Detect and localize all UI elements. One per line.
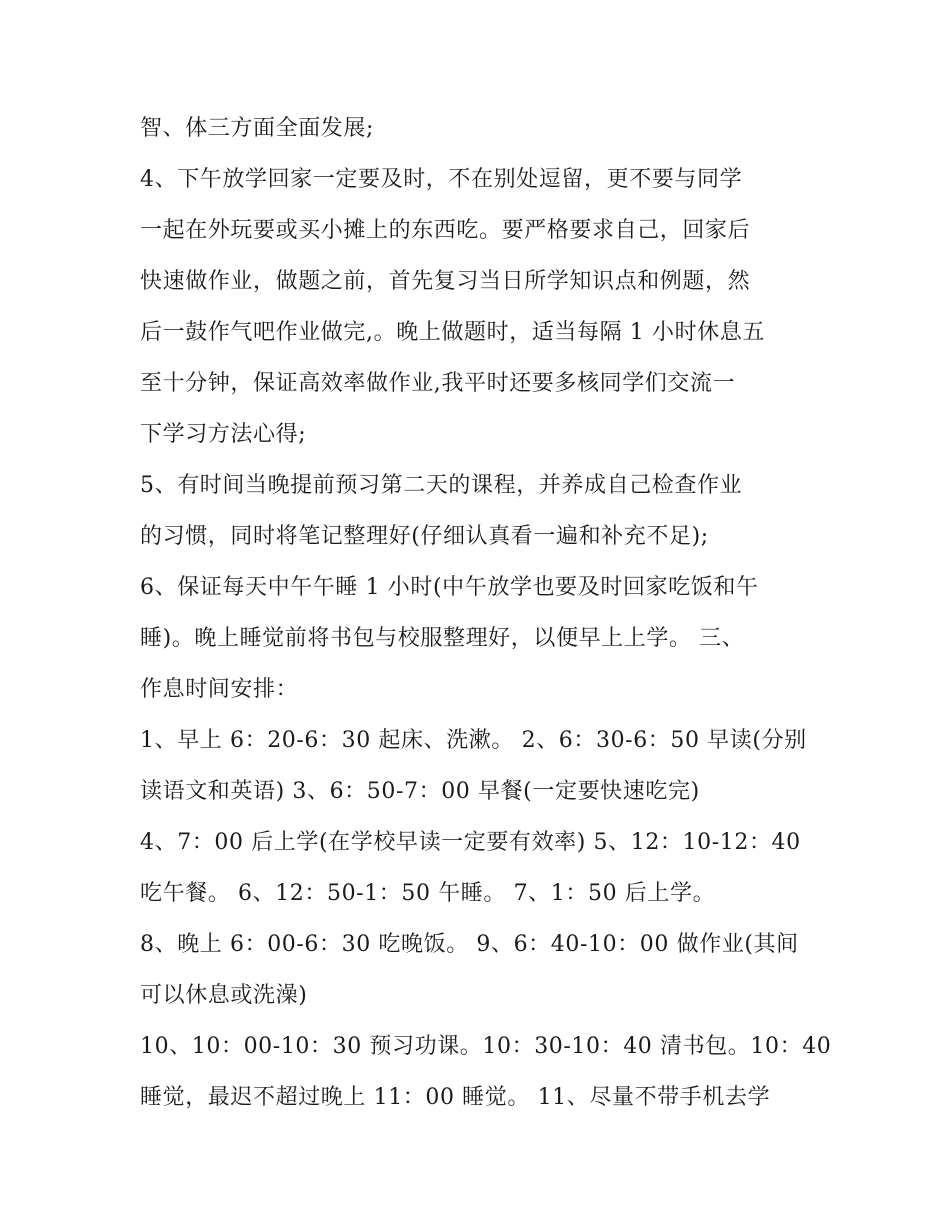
text-line: 一起在外玩要或买小摊上的东西吃。要严格要求自己，回家后	[140, 218, 751, 243]
text-line: 读语文和英语) 3、6：50-7：00 早餐(一定要快速吃完)	[140, 779, 700, 804]
text-line: 快速做作业，做题之前，首先复习当日所学知识点和例题，然	[140, 269, 751, 294]
text-line: 睡觉，最迟不超过晚上 11：00 睡觉。 11、尽量不带手机去学	[140, 1085, 771, 1110]
text-line: 10、10：00-10：30 预习功课。10：30-10：40 清书包。10：40	[140, 1034, 832, 1059]
text-line: 作息时间安排：	[140, 677, 299, 702]
text-line: 的习惯，同时将笔记整理好(仔细认真看一遍和补充不足);	[140, 524, 709, 549]
text-line: 后一鼓作气吧作业做完,。晚上做题时，适当每隔 1 小时休息五	[140, 320, 765, 345]
text-line: 1、早上 6：20-6：30 起床、洗漱。 2、6：30-6：50 早读(分别	[140, 728, 807, 753]
text-line: 4、下午放学回家一定要及时，不在别处逗留，更不要与同学	[140, 167, 743, 192]
text-line: 下学习方法心得;	[140, 422, 307, 447]
text-line: 智、体三方面全面发展;	[140, 116, 375, 141]
text-line: 8、晚上 6：00-6：30 吃晚饭。 9、6：40-10：00 做作业(其间	[140, 932, 799, 957]
text-line: 睡)。晚上睡觉前将书包与校服整理好，以便早上上学。 三、	[140, 626, 745, 651]
document-body	[140, 103, 832, 1123]
text-line: 可以休息或洗澡)	[140, 983, 308, 1008]
text-line: 5、有时间当晚提前预习第二天的课程，并养成自己检查作业	[140, 473, 743, 498]
text-line: 吃午餐。 6、12：50-1：50 午睡。 7、1：50 后上学。	[140, 881, 716, 906]
text-line: 6、保证每天中午午睡 1 小时(中午放学也要及时回家吃饭和午	[140, 575, 759, 600]
text-line: 至十分钟，保证高效率做作业,我平时还要多核同学们交流一	[140, 371, 736, 396]
text-line: 4、7：00 后上学(在学校早读一定要有效率) 5、12：10-12：40	[140, 830, 801, 855]
